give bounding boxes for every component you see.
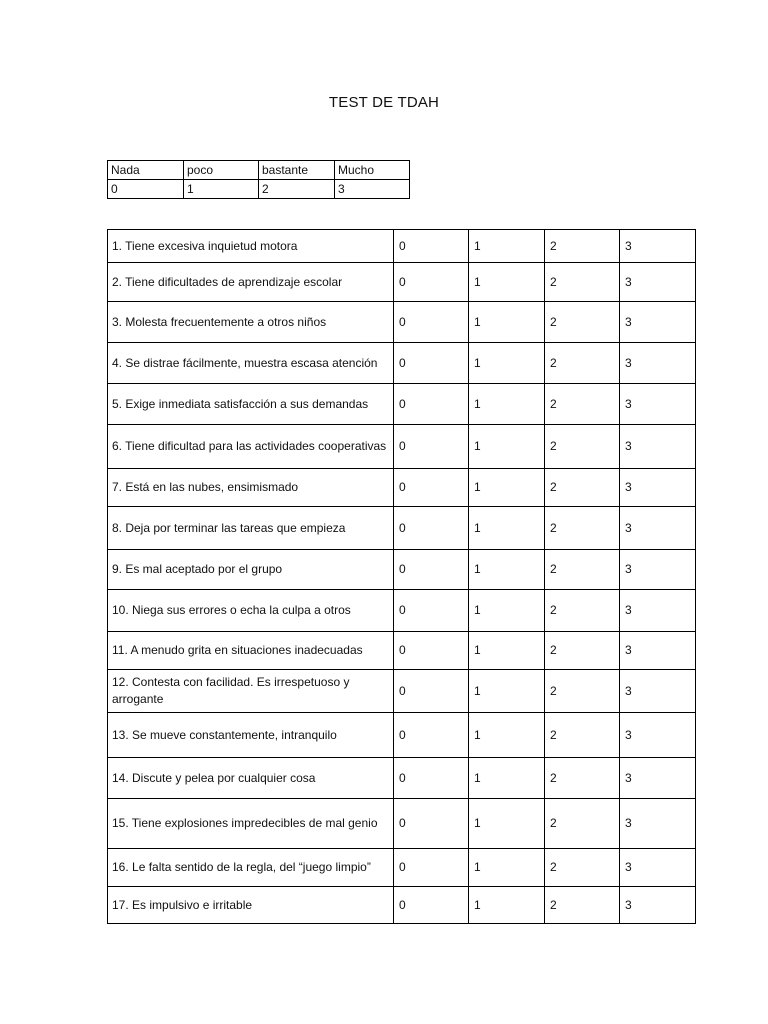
question-row — [108, 758, 696, 799]
question-row — [108, 799, 696, 849]
score-option-2[interactable]: 2 — [545, 302, 620, 343]
score-option-3[interactable]: 3 — [620, 713, 696, 758]
score-option-3[interactable]: 3 — [620, 425, 696, 469]
score-option-1[interactable]: 1 — [469, 425, 545, 469]
question-text: 9. Es mal aceptado por el grupo — [108, 550, 394, 590]
score-option-2[interactable]: 2 — [545, 758, 620, 799]
score-option-2[interactable]: 2 — [545, 632, 620, 670]
score-option-0[interactable]: 0 — [394, 469, 469, 507]
question-row — [108, 507, 696, 550]
score-option-3[interactable]: 3 — [620, 849, 696, 887]
scale-value-1: 1 — [184, 180, 259, 199]
question-row — [108, 632, 696, 670]
score-option-1[interactable]: 1 — [469, 384, 545, 425]
score-option-1[interactable]: 1 — [469, 713, 545, 758]
score-option-2[interactable]: 2 — [545, 670, 620, 713]
scale-label-bastante: bastante — [259, 161, 335, 180]
score-option-0[interactable]: 0 — [394, 713, 469, 758]
score-option-0[interactable]: 0 — [394, 343, 469, 384]
questions-table — [107, 229, 696, 924]
score-option-1[interactable]: 1 — [469, 849, 545, 887]
questions-body — [108, 230, 696, 924]
question-text: 6. Tiene dificultad para las actividades cooperativas — [108, 425, 394, 469]
score-option-0[interactable]: 0 — [394, 230, 469, 263]
scale-label-nada: Nada — [108, 161, 184, 180]
score-option-1[interactable]: 1 — [469, 799, 545, 849]
score-option-3[interactable]: 3 — [620, 670, 696, 713]
question-row — [108, 302, 696, 343]
score-option-2[interactable]: 2 — [545, 263, 620, 302]
score-option-3[interactable]: 3 — [620, 887, 696, 924]
score-option-0[interactable]: 0 — [394, 550, 469, 590]
score-option-1[interactable]: 1 — [469, 507, 545, 550]
score-option-0[interactable]: 0 — [394, 849, 469, 887]
question-row — [108, 469, 696, 507]
score-option-2[interactable]: 2 — [545, 849, 620, 887]
question-text: 13. Se mueve constantemente, intranquilo — [108, 713, 394, 758]
question-row — [108, 384, 696, 425]
score-option-0[interactable]: 0 — [394, 263, 469, 302]
question-text: 12. Contesta con facilidad. Es irrespetuoso y arrogante — [108, 670, 394, 713]
score-option-3[interactable]: 3 — [620, 302, 696, 343]
score-option-0[interactable]: 0 — [394, 425, 469, 469]
scale-table — [107, 160, 410, 199]
score-option-1[interactable]: 1 — [469, 887, 545, 924]
question-row — [108, 713, 696, 758]
score-option-2[interactable]: 2 — [545, 590, 620, 632]
scale-value-3: 3 — [335, 180, 410, 199]
score-option-1[interactable]: 1 — [469, 590, 545, 632]
question-row — [108, 230, 696, 263]
scale-value-0: 0 — [108, 180, 184, 199]
score-option-0[interactable]: 0 — [394, 302, 469, 343]
score-option-1[interactable]: 1 — [469, 263, 545, 302]
score-option-3[interactable]: 3 — [620, 799, 696, 849]
scale-values-row — [108, 180, 410, 199]
score-option-2[interactable]: 2 — [545, 425, 620, 469]
question-text: 7. Está en las nubes, ensimismado — [108, 469, 394, 507]
score-option-1[interactable]: 1 — [469, 343, 545, 384]
scale-labels-row — [108, 161, 410, 180]
question-text: 16. Le falta sentido de la regla, del “juego limpio” — [108, 849, 394, 887]
score-option-2[interactable]: 2 — [545, 469, 620, 507]
question-row — [108, 670, 696, 713]
score-option-0[interactable]: 0 — [394, 799, 469, 849]
question-row — [108, 590, 696, 632]
score-option-3[interactable]: 3 — [620, 632, 696, 670]
score-option-1[interactable]: 1 — [469, 632, 545, 670]
score-option-3[interactable]: 3 — [620, 263, 696, 302]
question-text: 5. Exige inmediata satisfacción a sus demandas — [108, 384, 394, 425]
question-text: 4. Se distrae fácilmente, muestra escasa atención — [108, 343, 394, 384]
score-option-1[interactable]: 1 — [469, 670, 545, 713]
scale-label-mucho: Mucho — [335, 161, 410, 180]
score-option-3[interactable]: 3 — [620, 230, 696, 263]
question-text: 1. Tiene excesiva inquietud motora — [108, 230, 394, 263]
score-option-2[interactable]: 2 — [545, 550, 620, 590]
score-option-3[interactable]: 3 — [620, 550, 696, 590]
score-option-0[interactable]: 0 — [394, 887, 469, 924]
question-text: 11. A menudo grita en situaciones inadecuadas — [108, 632, 394, 670]
question-row — [108, 425, 696, 469]
score-option-0[interactable]: 0 — [394, 590, 469, 632]
question-text: 15. Tiene explosiones impredecibles de mal genio — [108, 799, 394, 849]
score-option-0[interactable]: 0 — [394, 384, 469, 425]
score-option-2[interactable]: 2 — [545, 887, 620, 924]
score-option-3[interactable]: 3 — [620, 758, 696, 799]
scale-label-poco: poco — [184, 161, 259, 180]
score-option-2[interactable]: 2 — [545, 343, 620, 384]
score-option-0[interactable]: 0 — [394, 670, 469, 713]
score-option-0[interactable]: 0 — [394, 632, 469, 670]
score-option-3[interactable]: 3 — [620, 590, 696, 632]
scale-value-2: 2 — [259, 180, 335, 199]
question-row — [108, 887, 696, 924]
score-option-3[interactable]: 3 — [620, 343, 696, 384]
score-option-1[interactable]: 1 — [469, 230, 545, 263]
score-option-3[interactable]: 3 — [620, 469, 696, 507]
score-option-2[interactable]: 2 — [545, 384, 620, 425]
question-text: 17. Es impulsivo e irritable — [108, 887, 394, 924]
score-option-3[interactable]: 3 — [620, 384, 696, 425]
score-option-0[interactable]: 0 — [394, 758, 469, 799]
question-text: 2. Tiene dificultades de aprendizaje escolar — [108, 263, 394, 302]
question-text: 10. Niega sus errores o echa la culpa a otros — [108, 590, 394, 632]
score-option-1[interactable]: 1 — [469, 550, 545, 590]
question-row — [108, 263, 696, 302]
question-text: 3. Molesta frecuentemente a otros niños — [108, 302, 394, 343]
score-option-1[interactable]: 1 — [469, 758, 545, 799]
question-text: 14. Discute y pelea por cualquier cosa — [108, 758, 394, 799]
score-option-2[interactable]: 2 — [545, 507, 620, 550]
question-row — [108, 849, 696, 887]
score-option-2[interactable]: 2 — [545, 230, 620, 263]
question-text: 8. Deja por terminar las tareas que empieza — [108, 507, 394, 550]
question-row — [108, 550, 696, 590]
page-title: TEST DE TDAH — [328, 94, 440, 111]
score-option-1[interactable]: 1 — [469, 469, 545, 507]
score-option-0[interactable]: 0 — [394, 507, 469, 550]
question-row — [108, 343, 696, 384]
score-option-3[interactable]: 3 — [620, 507, 696, 550]
score-option-2[interactable]: 2 — [545, 713, 620, 758]
score-option-1[interactable]: 1 — [469, 302, 545, 343]
score-option-2[interactable]: 2 — [545, 799, 620, 849]
